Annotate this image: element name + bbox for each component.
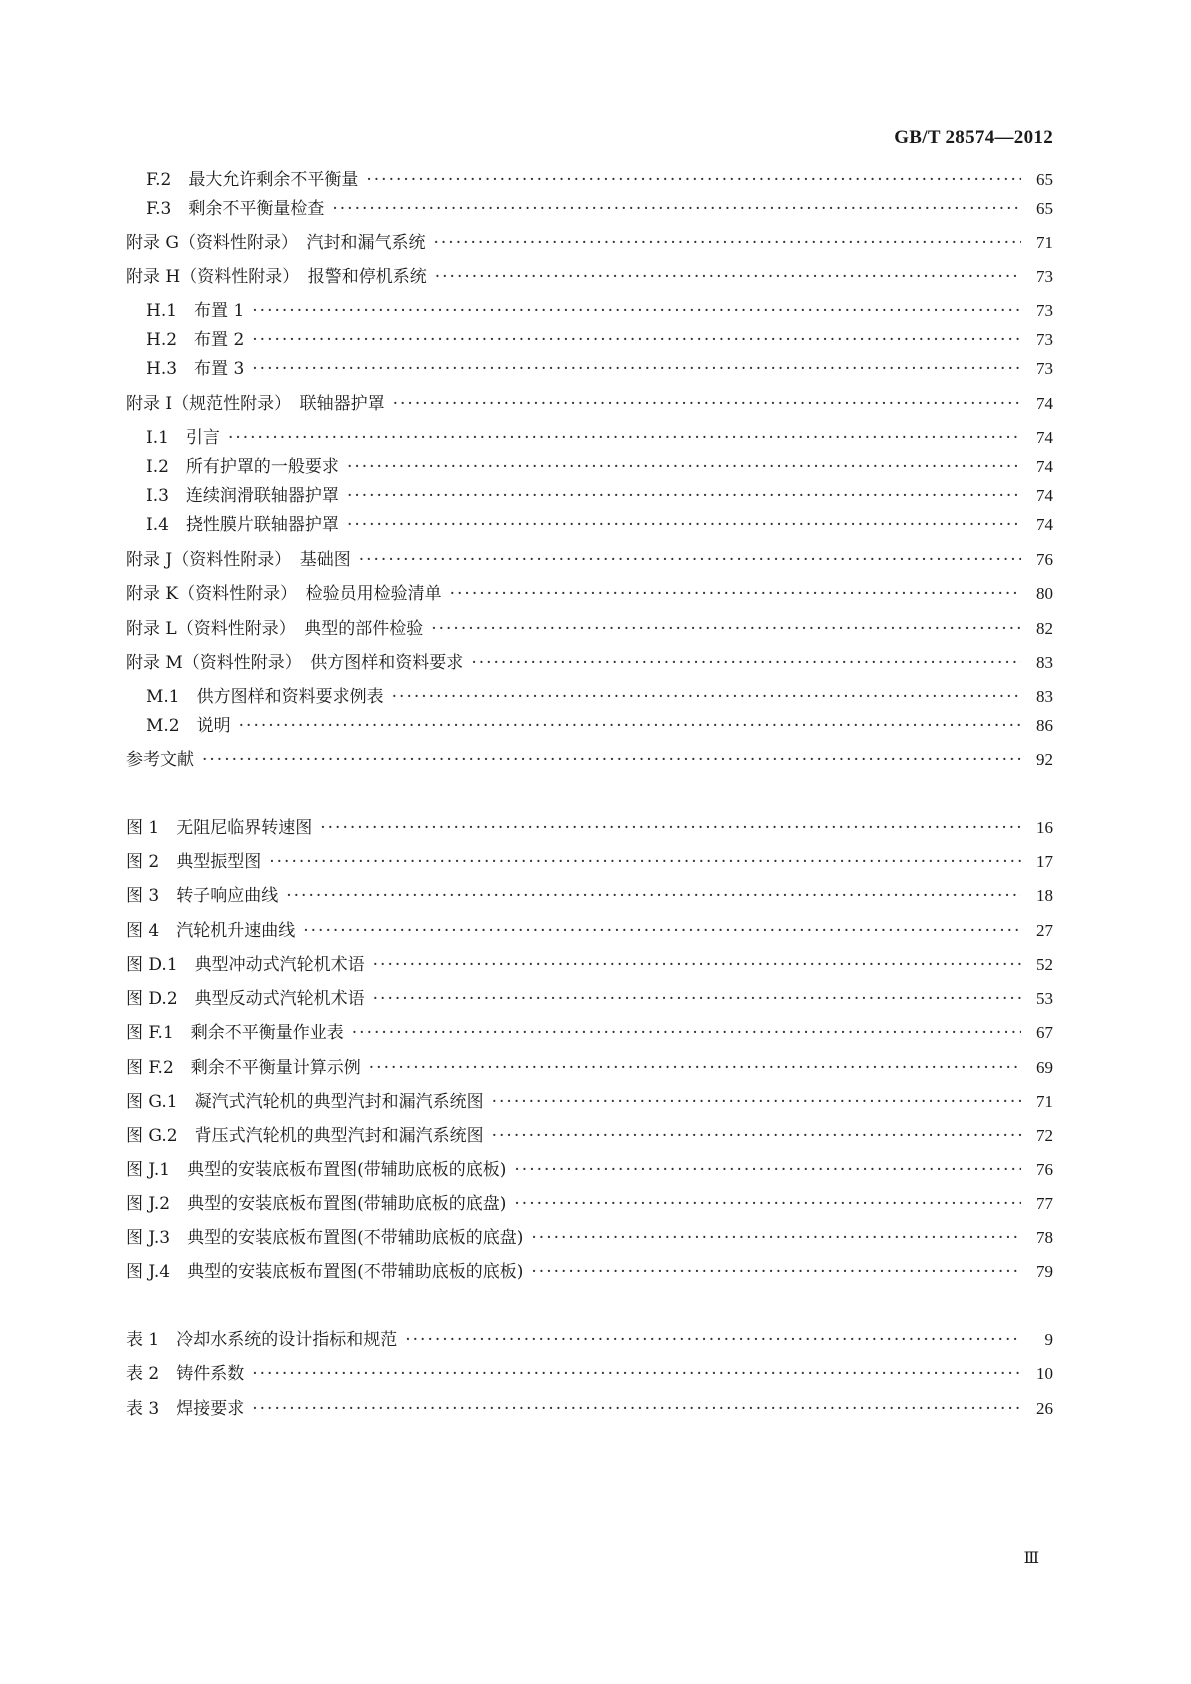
leader-dots xyxy=(514,1192,1021,1216)
toc-page: 73 xyxy=(1036,267,1053,286)
table-page: 10 xyxy=(1036,1364,1053,1383)
toc-entry[interactable] xyxy=(0,582,1191,606)
toc-page: 65 xyxy=(1036,199,1053,218)
toc-label: 附录 M（资料性附录） 供方图样和资料要求 xyxy=(126,653,464,673)
leader-dots xyxy=(252,1397,1021,1421)
leader-dots xyxy=(286,884,1021,908)
toc-label: M.2 说明 xyxy=(146,716,231,736)
toc-page: 92 xyxy=(1036,750,1053,769)
toc-page: 73 xyxy=(1036,301,1053,320)
table-label: 表 1 冷却水系统的设计指标和规范 xyxy=(126,1330,398,1350)
figure-page: 79 xyxy=(1036,1262,1053,1281)
table-entry[interactable] xyxy=(0,1362,1191,1386)
leader-dots xyxy=(531,1260,1021,1284)
toc-page: 86 xyxy=(1036,716,1053,735)
leader-dots xyxy=(450,582,1021,606)
toc-page: 73 xyxy=(1036,359,1053,378)
figure-label: 图 F.2 剩余不平衡量计算示例 xyxy=(126,1058,361,1078)
figure-entry[interactable] xyxy=(0,884,1191,908)
figure-entry[interactable] xyxy=(0,987,1191,1011)
leader-dots xyxy=(252,357,1021,381)
leader-dots xyxy=(252,299,1021,323)
figure-entry[interactable] xyxy=(0,1056,1191,1080)
figure-entry[interactable] xyxy=(0,1090,1191,1114)
figure-page: 71 xyxy=(1036,1092,1053,1111)
toc-label: 附录 K（资料性附录） 检验员用检验清单 xyxy=(126,584,442,604)
leader-dots xyxy=(433,231,1021,255)
toc-page: 74 xyxy=(1036,486,1053,505)
table-entry[interactable] xyxy=(0,1328,1191,1352)
leader-dots xyxy=(252,1362,1021,1386)
toc-label: H.3 布置 3 xyxy=(146,359,245,379)
toc-entry[interactable] xyxy=(0,513,1191,537)
leader-dots xyxy=(373,953,1021,977)
page-number: Ⅲ xyxy=(1023,1550,1039,1567)
toc-entry[interactable] xyxy=(0,548,1191,572)
toc-label: I.2 所有护罩的一般要求 xyxy=(146,457,339,477)
toc-page: 73 xyxy=(1036,330,1053,349)
leader-dots xyxy=(492,1090,1021,1114)
toc-page: 76 xyxy=(1036,550,1053,569)
figure-page: 69 xyxy=(1036,1058,1053,1077)
leader-dots xyxy=(252,328,1021,352)
figure-label: 图 D.2 典型反动式汽轮机术语 xyxy=(126,989,365,1009)
leader-dots xyxy=(531,1226,1021,1250)
toc-page: 74 xyxy=(1036,457,1053,476)
toc-entry[interactable] xyxy=(0,328,1191,352)
toc-label: I.3 连续润滑联轴器护罩 xyxy=(146,486,339,506)
figure-entry[interactable] xyxy=(0,953,1191,977)
leader-dots xyxy=(431,617,1021,641)
leader-dots xyxy=(435,265,1021,289)
toc-label: I.4 挠性膜片联轴器护罩 xyxy=(146,515,339,535)
figure-page: 76 xyxy=(1036,1160,1053,1179)
figure-page: 53 xyxy=(1036,989,1053,1008)
toc-entry[interactable] xyxy=(0,231,1191,255)
leader-dots xyxy=(332,197,1021,221)
toc-page: 74 xyxy=(1036,515,1053,534)
figure-entry[interactable] xyxy=(0,1226,1191,1250)
figure-label: 图 3 转子响应曲线 xyxy=(126,886,279,906)
toc-entry[interactable] xyxy=(0,299,1191,323)
toc-label: F.3 剩余不平衡量检查 xyxy=(146,199,325,219)
table-entry[interactable] xyxy=(0,1397,1191,1421)
leader-dots xyxy=(239,714,1021,738)
toc-page: 83 xyxy=(1036,687,1053,706)
figure-label: 图 J.1 典型的安装底板布置图(带辅助底板的底板) xyxy=(126,1160,507,1180)
leader-dots xyxy=(392,685,1021,709)
figure-entry[interactable] xyxy=(0,1158,1191,1182)
toc-page: 65 xyxy=(1036,170,1053,189)
toc-label: I.1 引言 xyxy=(146,428,220,448)
toc-label: M.1 供方图样和资料要求例表 xyxy=(146,687,384,707)
leader-dots xyxy=(347,455,1021,479)
toc-entry[interactable] xyxy=(0,748,1191,772)
toc-label: F.2 最大允许剩余不平衡量 xyxy=(146,170,359,190)
leader-dots xyxy=(269,850,1021,874)
leader-dots xyxy=(202,748,1021,772)
figure-page: 77 xyxy=(1036,1194,1053,1213)
toc-entry[interactable] xyxy=(0,714,1191,738)
toc-page: 80 xyxy=(1036,584,1053,603)
table-page: 9 xyxy=(1044,1330,1053,1349)
toc-label: 附录 J（资料性附录） 基础图 xyxy=(126,550,351,570)
leader-dots xyxy=(228,426,1021,450)
leader-dots xyxy=(514,1158,1021,1182)
toc-entry[interactable] xyxy=(0,651,1191,675)
figure-page: 52 xyxy=(1036,955,1053,974)
figure-label: 图 J.2 典型的安装底板布置图(带辅助底板的底盘) xyxy=(126,1194,507,1214)
toc-entry[interactable] xyxy=(0,197,1191,221)
table-label: 表 2 铸件系数 xyxy=(126,1364,245,1384)
leader-dots xyxy=(373,987,1021,1011)
leader-dots xyxy=(352,1021,1021,1045)
figure-entry[interactable] xyxy=(0,1192,1191,1216)
toc-entry[interactable] xyxy=(0,168,1191,192)
figure-label: 图 D.1 典型冲动式汽轮机术语 xyxy=(126,955,365,975)
figure-page: 16 xyxy=(1036,818,1053,837)
toc-page: 83 xyxy=(1036,653,1053,672)
figure-page: 78 xyxy=(1036,1228,1053,1247)
toc-entry[interactable] xyxy=(0,357,1191,381)
toc-entry[interactable] xyxy=(0,685,1191,709)
table-page: 26 xyxy=(1036,1399,1053,1418)
leader-dots xyxy=(366,168,1021,192)
standard-code: GB/T 28574—2012 xyxy=(894,127,1053,148)
figure-page: 67 xyxy=(1036,1023,1053,1042)
toc-entry[interactable] xyxy=(0,265,1191,289)
leader-dots xyxy=(320,816,1021,840)
toc-label: 附录 G（资料性附录） 汽封和漏气系统 xyxy=(126,233,426,253)
leader-dots xyxy=(303,919,1021,943)
figure-label: 图 J.3 典型的安装底板布置图(不带辅助底板的底盘) xyxy=(126,1228,524,1248)
toc-entry[interactable] xyxy=(0,392,1191,416)
toc-label: 附录 L（资料性附录） 典型的部件检验 xyxy=(126,619,424,639)
figure-entry[interactable] xyxy=(0,1260,1191,1284)
toc-label: 附录 I（规范性附录） 联轴器护罩 xyxy=(126,394,385,414)
figure-entry[interactable] xyxy=(0,1021,1191,1045)
toc-label: 参考文献 xyxy=(126,750,194,770)
table-label: 表 3 焊接要求 xyxy=(126,1399,245,1419)
figure-entry[interactable] xyxy=(0,1124,1191,1148)
figure-entry[interactable] xyxy=(0,919,1191,943)
figure-label: 图 1 无阻尼临界转速图 xyxy=(126,818,313,838)
toc-page: 71 xyxy=(1036,233,1053,252)
toc-label: 附录 H（资料性附录） 报警和停机系统 xyxy=(126,267,427,287)
leader-dots xyxy=(347,484,1021,508)
figure-entry[interactable] xyxy=(0,816,1191,840)
figure-page: 72 xyxy=(1036,1126,1053,1145)
leader-dots xyxy=(347,513,1021,537)
figure-label: 图 J.4 典型的安装底板布置图(不带辅助底板的底板) xyxy=(126,1262,524,1282)
leader-dots xyxy=(393,392,1021,416)
figure-label: 图 G.1 凝汽式汽轮机的典型汽封和漏汽系统图 xyxy=(126,1092,484,1112)
toc-entry[interactable] xyxy=(0,426,1191,450)
toc-label: H.1 布置 1 xyxy=(146,301,245,321)
leader-dots xyxy=(369,1056,1021,1080)
toc-entry[interactable] xyxy=(0,455,1191,479)
figure-label: 图 4 汽轮机升速曲线 xyxy=(126,921,296,941)
figure-page: 17 xyxy=(1036,852,1053,871)
toc-entry[interactable] xyxy=(0,617,1191,641)
toc-label: H.2 布置 2 xyxy=(146,330,245,350)
figure-label: 图 G.2 背压式汽轮机的典型汽封和漏汽系统图 xyxy=(126,1126,484,1146)
leader-dots xyxy=(471,651,1021,675)
toc-entry[interactable] xyxy=(0,484,1191,508)
leader-dots xyxy=(405,1328,1021,1352)
figure-page: 27 xyxy=(1036,921,1053,940)
leader-dots xyxy=(359,548,1021,572)
figure-page: 18 xyxy=(1036,886,1053,905)
leader-dots xyxy=(492,1124,1021,1148)
figure-label: 图 F.1 剩余不平衡量作业表 xyxy=(126,1023,344,1043)
toc-page: 74 xyxy=(1036,394,1053,413)
figure-entry[interactable] xyxy=(0,850,1191,874)
toc-page: 82 xyxy=(1036,619,1053,638)
toc-page: 74 xyxy=(1036,428,1053,447)
figure-label: 图 2 典型振型图 xyxy=(126,852,262,872)
